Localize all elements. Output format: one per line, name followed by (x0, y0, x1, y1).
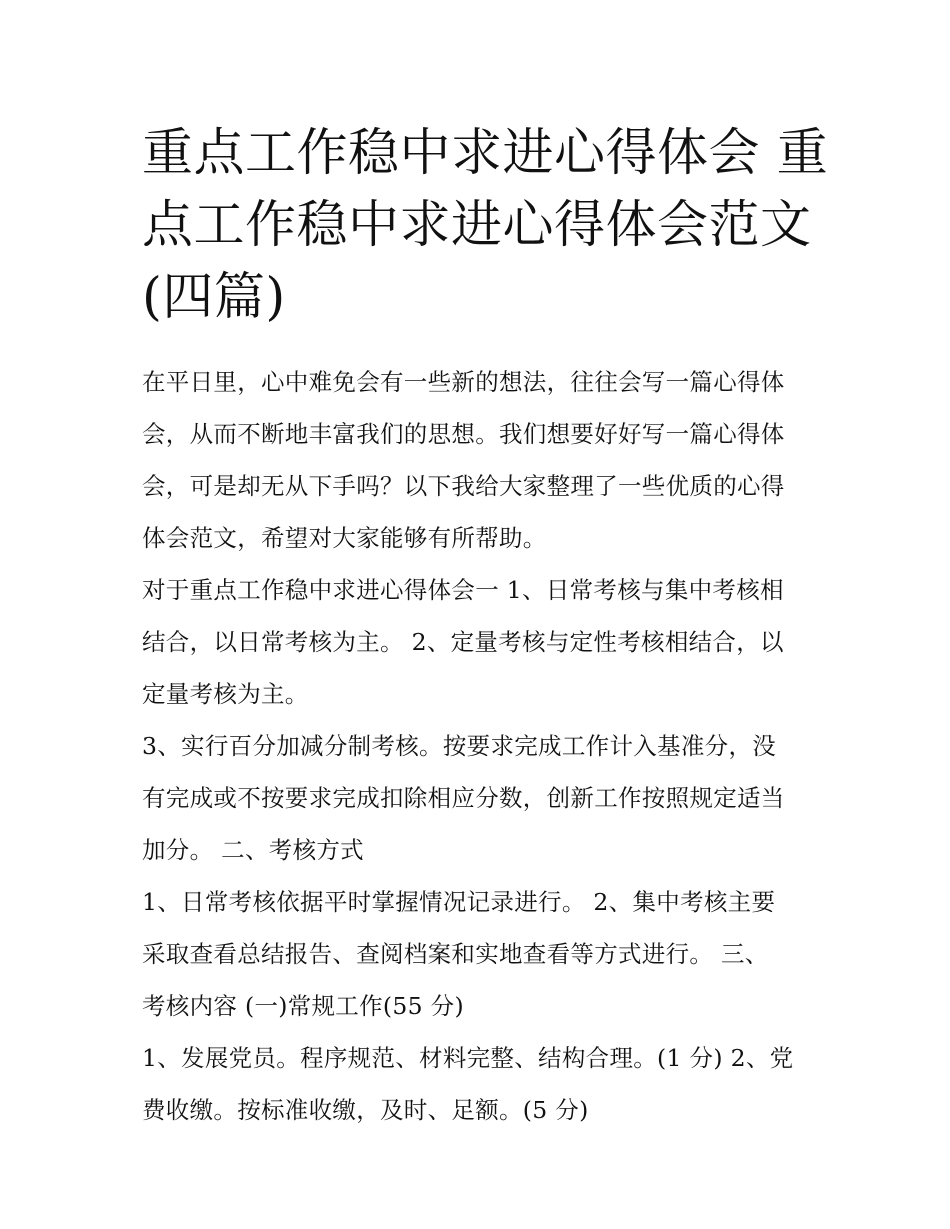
text-line: 会，可是却无从下手吗？以下我给大家整理了一些优质的心得 (142, 472, 785, 500)
document-title (142, 118, 829, 334)
title-line: 点工作稳中求进心得体会范文 (142, 196, 812, 255)
text-line: 1、日常考核依据平时掌握情况记录进行。 2、集中考核主要 (142, 888, 776, 916)
text-line: 会，从而不断地丰富我们的思想。我们想要好好写一篇心得体 (142, 420, 785, 448)
text-line: 定量考核为主。 (142, 680, 309, 708)
assessment-method-paragraph (142, 876, 818, 1032)
text-line: 在平日里，心中难免会有一些新的想法，往往会写一篇心得体 (142, 368, 785, 396)
title-line: 重点工作稳中求进心得体会 重 (142, 124, 829, 183)
text-line: 有完成或不按要求完成扣除相应分数，创新工作按照规定适当 (142, 784, 785, 812)
text-line: 对于重点工作稳中求进心得体会一 1、日常考核与集中考核相 (142, 576, 784, 604)
text-line: 3、实行百分加减分制考核。按要求完成工作计入基准分，没 (142, 732, 777, 760)
text-line: 结合，以日常考核为主。 2、定量考核与定性考核相结合，以 (142, 628, 784, 656)
routine-work-paragraph (142, 1032, 818, 1136)
title-line: (四篇) (142, 268, 286, 327)
text-line: 体会范文，希望对大家能够有所帮助。 (142, 524, 547, 552)
document-content (142, 118, 829, 1136)
text-line: 加分。 二、考核方式 (142, 836, 364, 864)
text-line: 1、发展党员。程序规范、材料完整、结构合理。(1 分) 2、党 (142, 1044, 794, 1072)
intro-paragraph (142, 356, 818, 564)
text-line: 考核内容 (一)常规工作(55 分) (142, 992, 464, 1020)
text-line: 采取查看总结报告、查阅档案和实地查看等方式进行。 三、 (142, 940, 769, 968)
scoring-paragraph (142, 720, 818, 876)
assessment-principles-paragraph (142, 564, 818, 720)
text-line: 费收缴。按标准收缴，及时、足额。(5 分) (142, 1096, 589, 1124)
